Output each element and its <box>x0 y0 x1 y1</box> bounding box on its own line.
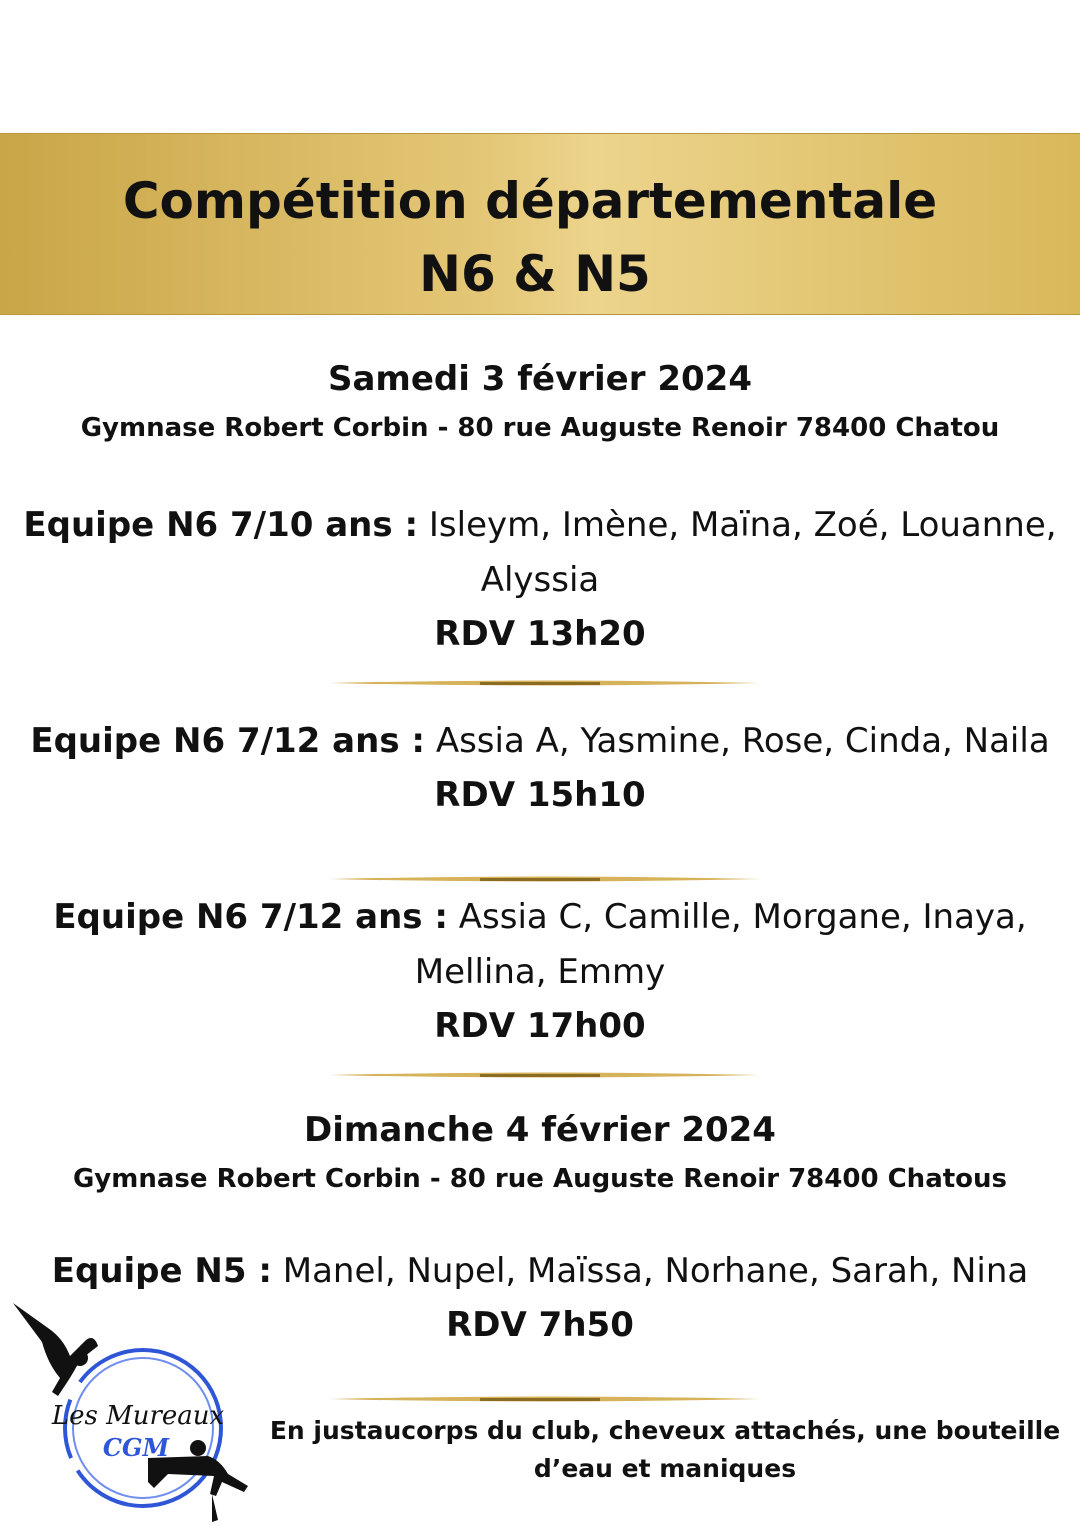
team-label: Equipe N6 7/12 ans : <box>53 897 448 937</box>
team-label: Equipe N6 7/10 ans : <box>23 505 419 545</box>
team-n6-710 <box>0 505 1080 545</box>
team-members-continued: Mellina, Emmy <box>414 952 666 992</box>
note-line: d’eau et maniques <box>533 1454 797 1483</box>
team-rdv: RDV 17h00 <box>434 1006 646 1046</box>
gold-divider <box>330 1392 760 1406</box>
team-n6-712-a <box>0 721 1080 761</box>
team-members-continued: Alyssia <box>480 560 600 600</box>
gold-divider <box>330 1068 760 1082</box>
day1-date: Samedi 3 février 2024 <box>328 359 752 399</box>
gold-divider <box>330 872 760 886</box>
day1-venue: Gymnase Robert Corbin - 80 rue Auguste Renoir 78400 Chatou <box>80 413 1000 443</box>
logo-text-2: CGM <box>102 1433 170 1462</box>
logo-text-1: Les Mureaux <box>51 1401 225 1431</box>
team-members: Isleym, Imène, Maïna, Zoé, Louanne, <box>428 505 1057 545</box>
page-subtitle: N6 & N5 <box>419 245 651 303</box>
team-members: Assia A, Yasmine, Rose, Cinda, Naila <box>435 721 1050 761</box>
team-rdv: RDV 15h10 <box>434 775 646 815</box>
team-members: Assia C, Camille, Morgane, Inaya, <box>458 897 1027 937</box>
page-title: Compétition départementale <box>122 172 938 230</box>
team-n5 <box>0 1251 1080 1291</box>
team-label: Equipe N6 7/12 ans : <box>30 721 425 761</box>
team-rdv: RDV 7h50 <box>446 1305 634 1345</box>
club-logo <box>8 1298 258 1523</box>
team-label: Equipe N5 : <box>51 1251 272 1291</box>
team-rdv: RDV 13h20 <box>434 614 646 654</box>
day2-date: Dimanche 4 février 2024 <box>304 1110 776 1150</box>
team-n6-712-b <box>0 897 1080 937</box>
equipment-note <box>260 1412 1070 1488</box>
note-line: En justaucorps du club, cheveux attachés, une bouteille <box>269 1416 1061 1445</box>
day2-venue: Gymnase Robert Corbin - 80 rue Auguste Renoir 78400 Chatous <box>72 1164 1008 1194</box>
team-members: Manel, Nupel, Maïssa, Norhane, Sarah, Nina <box>282 1251 1029 1291</box>
gold-divider <box>330 676 760 690</box>
